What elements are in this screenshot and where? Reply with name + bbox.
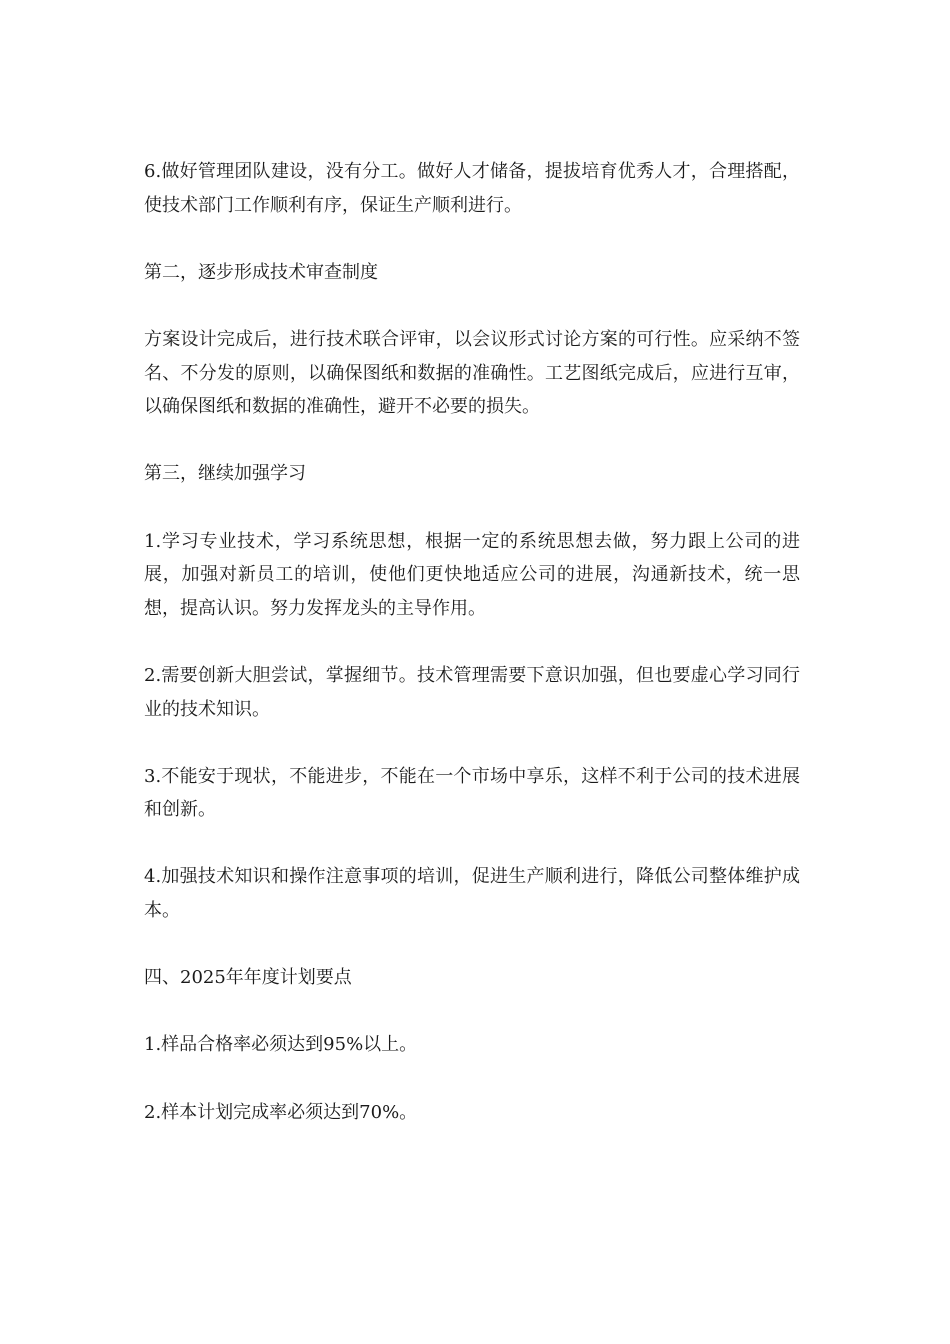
paragraph-learning-2: 2.需要创新大胆尝试，掌握细节。技术管理需要下意识加强，但也要虚心学习同行业的技术知识。	[144, 664, 800, 720]
paragraph-learning-3: 3.不能安于现状，不能进步，不能在一个市场中享乐，这样不利于公司的技术进展和创新。	[144, 765, 800, 821]
paragraph-plan-2: 2.样本计划完成率必须达到70%。	[144, 1101, 418, 1123]
paragraph-review-process: 方案设计完成后，进行技术联合评审，以会议形式讨论方案的可行性。应采纳不签名、不分发的原则，以确保图纸和数据的准确性。工艺图纸完成后，应进行互审，以确保图纸和数据的准确性，避开不必要的损失。	[144, 328, 800, 418]
document-body	[144, 155, 800, 1129]
heading-continue-learning: 第三，继续加强学习	[144, 463, 306, 485]
paragraph-team-building: 6.做好管理团队建设，没有分工。做好人才储备，提拔培育优秀人才，合理搭配，使技术部门工作顺利有序，保证生产顺利进行。	[144, 161, 800, 216]
paragraph-learning-1: 1.学习专业技术，学习系统思想，根据一定的系统思想去做，努力跟上公司的进展，加强对新员工的培训，使他们更快地适应公司的进展，沟通新技术，统一思想，提高认识。努力发挥龙头的主导作用。	[144, 530, 800, 619]
heading-annual-plan: 四、2025年年度计划要点	[144, 967, 352, 989]
heading-technical-review: 第二，逐步形成技术审查制度	[144, 261, 378, 283]
paragraph-plan-1: 1.样品合格率必须达到95%以上。	[144, 1034, 418, 1056]
paragraph-learning-4: 4.加强技术知识和操作注意事项的培训，促进生产顺利进行，降低公司整体维护成本。	[144, 866, 800, 922]
